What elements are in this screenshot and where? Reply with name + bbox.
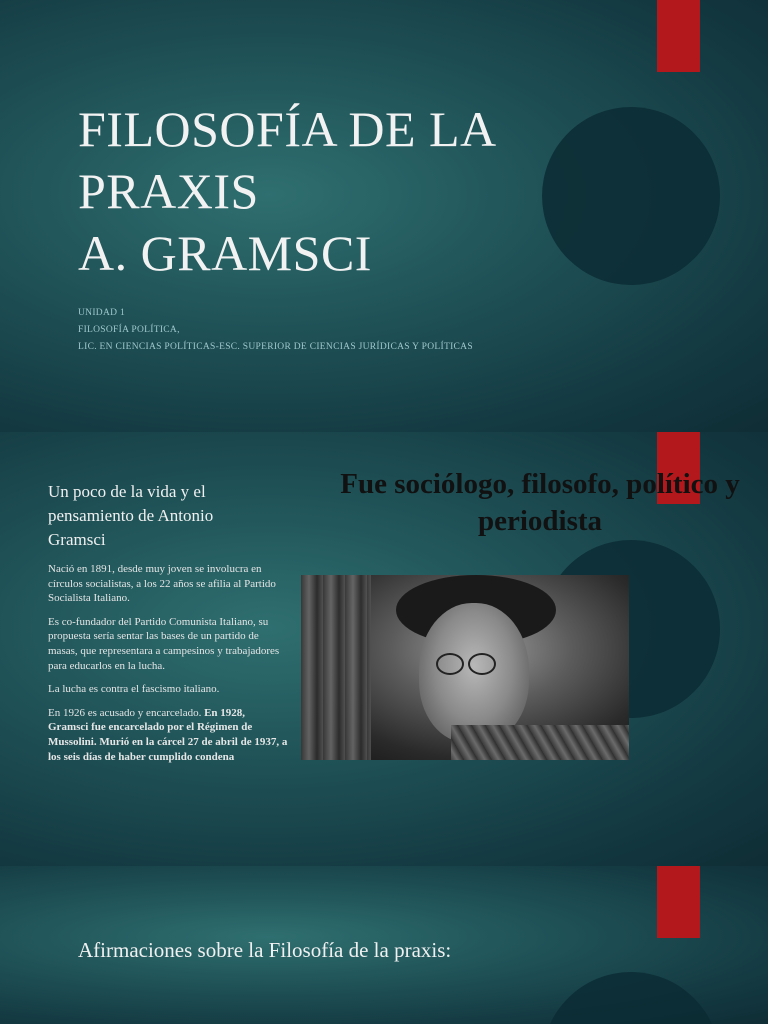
decorative-circle: [542, 972, 720, 1024]
paragraph-plain: En 1926 es acusado y encarcelado.: [48, 706, 205, 719]
slide-affirmations: [0, 866, 768, 1024]
paragraph: Es co-fundador del Partido Comunista Italiano, su propuesta sería sentar las bases de un partido de masas, que representara a campesinos y trabajadores para educarlos en la lucha.: [48, 615, 280, 672]
page-title: [78, 98, 497, 284]
subtitle-line: UNIDAD 1: [78, 308, 125, 318]
paragraph: [48, 706, 288, 764]
title-line: PRAXIS: [78, 163, 259, 219]
title-line: FILOSOFÍA DE LA: [78, 101, 497, 157]
red-accent-bar: [657, 0, 700, 72]
biography-text: [48, 562, 288, 773]
subtitle-line: LIC. EN CIENCIAS POLÍTICAS-ESC. SUPERIOR DE CIENCIAS JURÍDICAS Y POLÍTICAS: [78, 342, 473, 352]
occupation-title: Fue sociólogo, filosofo, político y periodista: [340, 468, 740, 537]
slide-title: [0, 0, 768, 432]
subtitle-line: FILOSOFÍA POLÍTICA,: [78, 325, 180, 335]
paragraph: La lucha es contra el fascismo italiano.: [48, 683, 220, 696]
decorative-circle: [542, 107, 720, 285]
glasses-icon: [436, 653, 464, 675]
photo-background: [301, 575, 371, 760]
section-heading: Un poco de la vida y el pensamiento de Antonio Gramsci: [48, 482, 214, 549]
subtitle: [78, 305, 473, 356]
paragraph: Nació en 1891, desde muy joven se involucra en círculos socialistas, a los 22 años se afilia al Partido Socialista Italiano.: [48, 563, 276, 605]
slide-biography: [0, 432, 768, 866]
paragraph-bold: En 1928, Gramsci fue encarcelado por el Régimen de Mussolini. Murió en la cárcel 27 de abril de 1937, a los seis días de haber cumplido condena: [48, 706, 288, 763]
photo-shirt: [451, 725, 629, 760]
title-line: A. GRAMSCI: [78, 225, 372, 281]
portrait-photo: [301, 575, 629, 760]
section-heading: Afirmaciones sobre la Filosofía de la praxis:: [78, 938, 452, 962]
red-accent-bar: [657, 866, 700, 938]
glasses-icon: [468, 653, 496, 675]
